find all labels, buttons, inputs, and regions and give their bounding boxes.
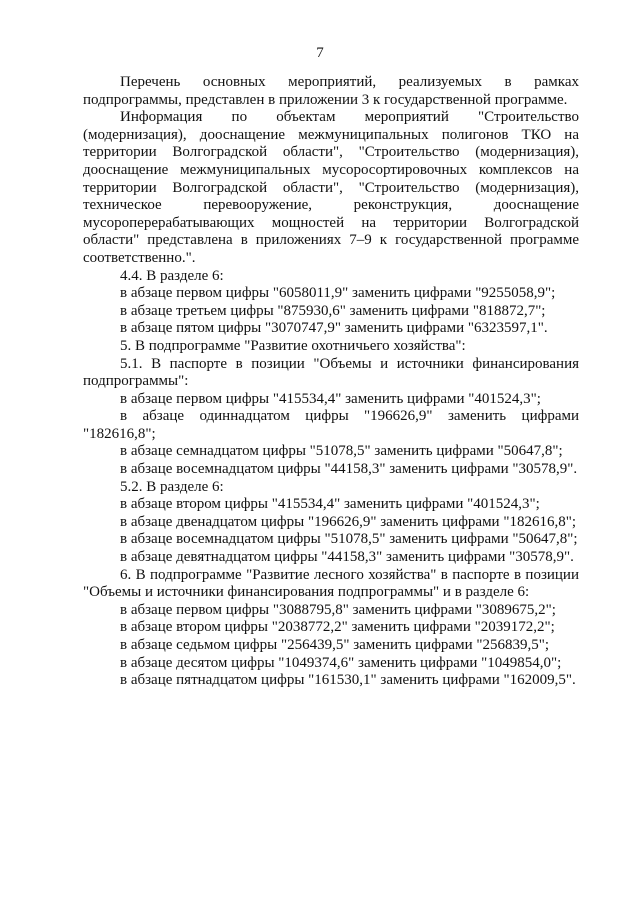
paragraph-amendment: в абзаце восемнадцатом цифры "51078,5" заменить цифрами "50647,8"; <box>120 531 578 548</box>
paragraph-subprogram-hunting: 5. В подпрограмме "Развитие охотничьего хозяйства": <box>120 337 466 354</box>
paragraph-amendment: в абзаце втором цифры "2038772,2" заменить цифрами "2039172,2"; <box>120 619 555 636</box>
paragraph-section-5-1: 5.1. В паспорте в позиции "Объемы и источники финансирования подпрограммы": <box>83 355 579 390</box>
paragraph-amendment: в абзаце двенадцатом цифры "196626,9" заменить цифрами "182616,8"; <box>120 513 576 530</box>
paragraph-amendment: в абзаце девятнадцатом цифры "44158,3" заменить цифрами "30578,9". <box>120 549 574 566</box>
paragraph-amendment: в абзаце втором цифры "415534,4" заменить цифрами "401524,3"; <box>120 496 540 513</box>
paragraph-amendment: в абзаце пятнадцатом цифры "161530,1" заменить цифрами "162009,5". <box>120 672 576 689</box>
paragraph-section-5-2: 5.2. В разделе 6: <box>120 478 224 495</box>
paragraph-amendment: в абзаце седьмом цифры "256439,5" заменить цифрами "256839,5"; <box>120 637 550 653</box>
paragraph-main-activities: Перечень основных мероприятий, реализуемых в рамках подпрограммы, представлен в приложении 3 к государственной программе. <box>83 74 579 108</box>
paragraph-objects-info: Информация по объектам мероприятий "Строительство (модернизация), дооснащение межмуниципальных полигонов ТКО на территории Волгоградской области", "Строительство (модернизация), дооснащение межмуниципальных мусоросортировочных комплексов на территории Волгоградской области", "Строительство (модернизация), техническое перевооружение, реконструкция, дооснащение мусороперерабатывающих мощностей на территории Волгоградской области" представлена в приложениях 7–9 к государственной программе соответственно.". <box>83 109 579 266</box>
paragraph-amendment: в абзаце первом цифры "3088795,8" заменить цифрами "3089675,2"; <box>120 601 556 618</box>
paragraph-amendment: в абзаце первом цифры "415534,4" заменить цифрами "401524,3"; <box>120 390 541 407</box>
paragraph-amendment: в абзаце семнадцатом цифры "51078,5" заменить цифрами "50647,8"; <box>120 443 563 460</box>
paragraph-amendment: в абзаце первом цифры "6058011,9" заменить цифрами "9255058,9"; <box>120 285 556 302</box>
paragraph-amendment: в абзаце пятом цифры "3070747,9" заменить цифрами "6323597,1". <box>120 320 548 337</box>
paragraph-amendment: в абзаце одиннадцатом цифры "196626,9" заменить цифрами "182616,8"; <box>83 408 579 442</box>
paragraph-amendment: в абзаце третьем цифры "875930,6" заменить цифрами "818872,7"; <box>120 302 546 319</box>
document-body <box>83 74 579 690</box>
paragraph-subprogram-forestry: 6. В подпрограмме "Развитие лесного хозяйства" в паспорте в позиции "Объемы и источники финансирования подпрограммы" и в разделе 6: <box>83 566 579 601</box>
paragraph-amendment: в абзаце восемнадцатом цифры "44158,3" заменить цифрами "30578,9". <box>120 461 578 478</box>
paragraph-amendment: в абзаце десятом цифры "1049374,6" заменить цифрами "1049854,0"; <box>120 654 562 671</box>
page-number: 7 <box>316 45 324 61</box>
paragraph-section-4-4: 4.4. В разделе 6: <box>120 267 224 284</box>
